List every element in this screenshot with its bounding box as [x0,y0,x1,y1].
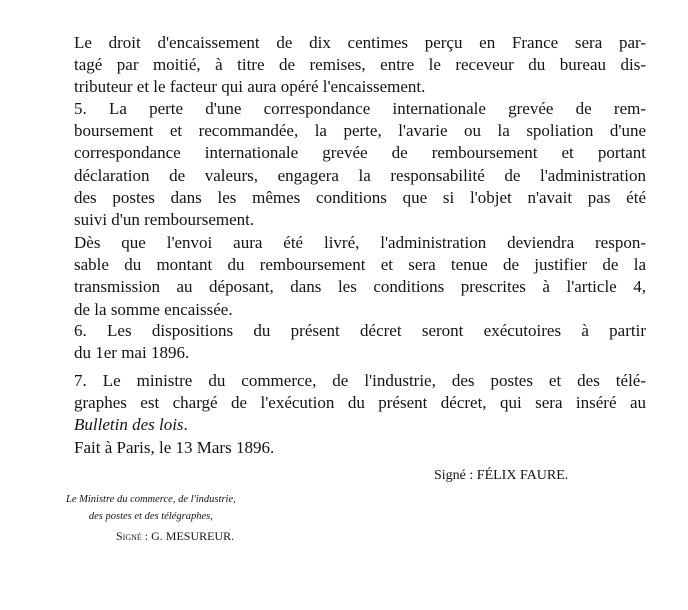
president-signature: Signé : FÉLIX FAURE. [434,468,569,483]
text-line: 5. La perte d'une correspondance internationale grevée de rem- [74,99,646,118]
text-line: Dès que l'envoi aura été livré, l'administration deviendra respon- [74,233,646,252]
minister-title [66,491,236,525]
minister-title-line: des postes et des télégraphes, [88,511,213,522]
article-5-paragraph [74,98,646,231]
date-line: Fait à Paris, le 13 Mars 1896. [74,438,275,457]
minister-signature: Signé : G. MESUREUR. [116,529,235,543]
article-6-paragraph [74,320,646,364]
text-line: Le droit d'encaissement de dix centimes perçu en France sera par- [74,33,646,52]
text-line: sable du montant du remboursement et sera tenue de justifier de la [74,255,646,275]
text-line: déclaration de valeurs, engagera la responsabilité de l'administration [74,165,646,185]
minister-title-line: Le Ministre du commerce, de l'industrie, [66,494,236,505]
bulletin-des-lois: Bulletin des lois [74,415,184,435]
paragraph-remises [74,32,646,99]
text-line: 7. Le ministre du commerce, de l'industrie, des postes et des télé- [74,371,646,390]
text-line: transmission au déposant, dans les conditions prescrites à l'article 4, [74,277,646,297]
text-line: correspondance internationale grevée de remboursement et portant [74,143,646,163]
text-line: tagé par moitié, à titre de remises, entre le receveur du bureau dis- [74,55,646,75]
text-line: boursement et recommandée, la perte, l'avarie ou la spoliation d'une [74,121,646,141]
text-line [74,414,646,436]
text-line: 6. Les dispositions du présent décret seront exécutoires à partir [74,321,646,340]
text-line: des postes dans les mêmes conditions que si l'objet n'avait pas été [74,187,646,207]
text-line: de la somme encaissée. [74,299,233,319]
article-5-second-paragraph [74,232,646,321]
text-line: tributeur et le facteur qui aura opéré l'encaissement. [74,77,426,97]
text-line: suivi d'un remboursement. [74,210,255,230]
text-line: du 1er mai 1896. [74,343,190,363]
article-7-paragraph [74,370,646,437]
text-line: graphes est chargé de l'exécution du présent décret, qui sera inséré au [74,393,646,413]
sentence-end: . [183,415,188,435]
